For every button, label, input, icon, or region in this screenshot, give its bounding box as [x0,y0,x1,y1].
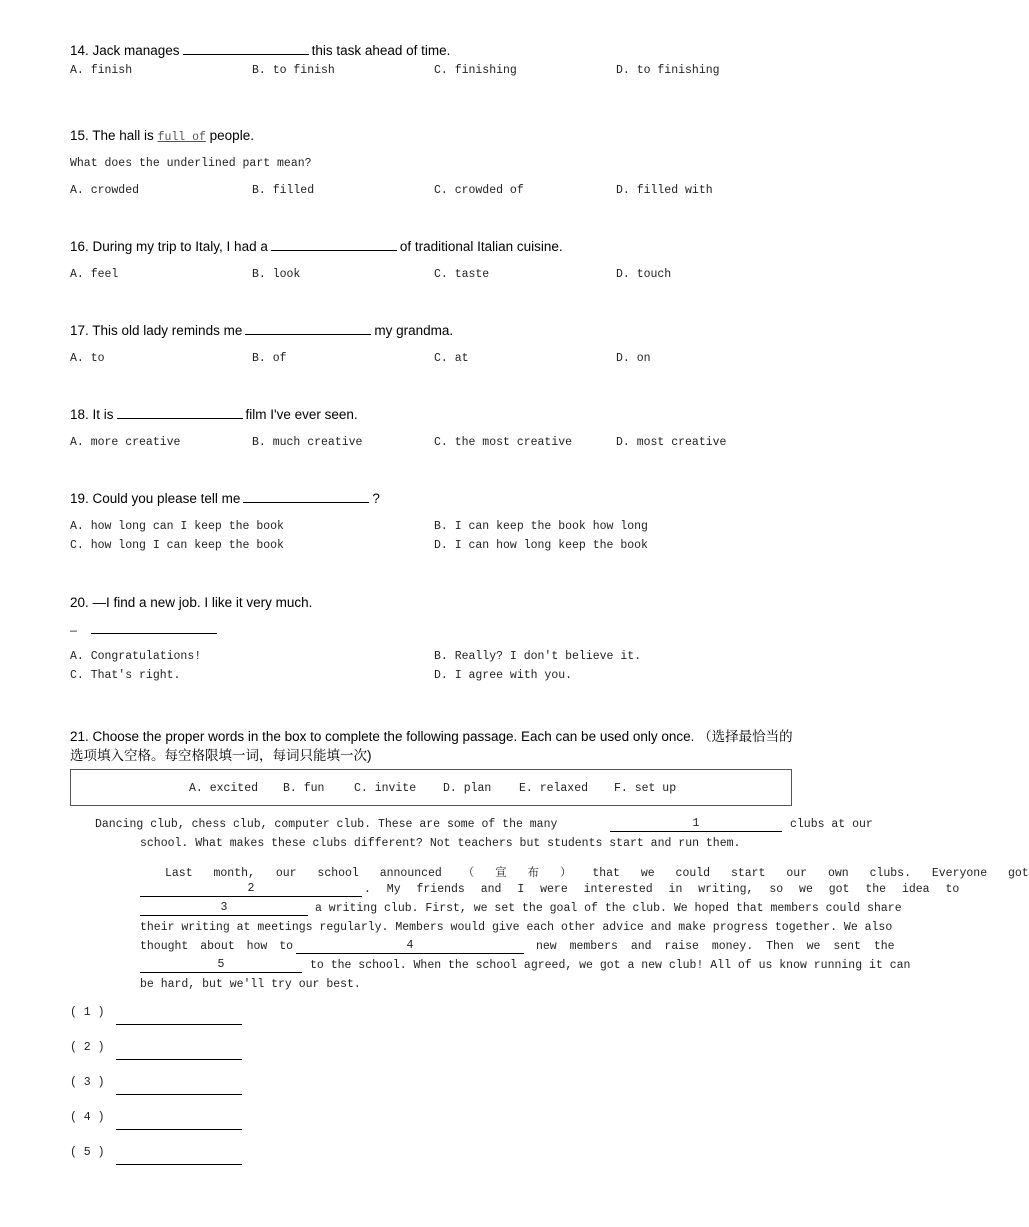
option-c: C. finishing [434,64,517,77]
reply-dash: — [70,625,77,638]
option-a: A. Congratulations! [70,650,202,663]
question-21-instruction: 21. Choose the proper words in the box to complete the following passage. Each can be used only once. （选择最恰当的 [70,729,793,744]
option-a: A. crowded [70,184,140,197]
passage-line: school. What makes these clubs different? Not teachers but students start and run them. [140,837,741,850]
answer-line-3[interactable] [116,1094,242,1095]
option-c: C. crowded of [434,184,524,197]
numbered-blank-4: 4 [296,939,524,954]
passage-line: new members and raise money. Then we sent the [536,940,895,953]
numbered-blank-5: 5 [140,958,302,973]
question-19-stem: 19. Could you please tell me ? [70,491,380,506]
word-option: B. fun [283,782,325,795]
answer-blank [183,43,309,55]
option-b: B. of [252,352,287,365]
passage-line: Last month, our school announced （ 宣 布 ） that we could start our own clubs. Everyone got [165,867,1029,880]
option-b: B. Really? I don't believe it. [434,650,642,663]
option-a: A. to [70,352,105,365]
answer-line-5[interactable] [116,1164,242,1165]
passage-line: a writing club. First, we set the goal of the club. We hoped that members could share [315,902,902,915]
question-15-stem: 15. The hall is full of people. [70,128,254,144]
word-option: A. excited [189,782,259,795]
answer-label-3: ( 3 ) [70,1076,105,1089]
passage-line: clubs at our [790,818,873,831]
numbered-blank-1: 1 [610,817,782,832]
question-17-stem: 17. This old lady reminds me my grandma. [70,323,454,338]
option-c: C. That's right. [70,669,181,682]
answer-blank [91,622,217,634]
option-a: A. how long can I keep the book [70,520,284,533]
option-b: B. to finish [252,64,335,77]
answer-label-5: ( 5 ) [70,1146,105,1159]
underlined-phrase: full of [157,131,206,144]
option-a: A. more creative [70,436,181,449]
option-d: D. touch [616,268,672,281]
sub-question: What does the underlined part mean? [70,157,312,170]
answer-blank [243,491,369,503]
option-d: D. on [616,352,651,365]
numbered-blank-3: 3 [140,901,308,916]
option-a: A. feel [70,268,119,281]
passage-line: their writing at meetings regularly. Members would give each other advice and make progress together. We also [140,921,893,934]
numbered-blank-2: 2 [140,882,362,897]
answer-blank [117,407,243,419]
reply-line [70,622,220,638]
option-d: D. I agree with you. [434,669,573,682]
word-option: D. plan [443,782,492,795]
word-option: F. set up [614,782,677,795]
option-b: B. I can keep the book how long [434,520,648,533]
question-16-stem: 16. During my trip to Italy, I had a of traditional Italian cuisine. [70,239,563,254]
question-18-stem: 18. It is film I've ever seen. [70,407,358,422]
passage-line: Dancing club, chess club, computer club. These are some of the many [95,818,558,831]
option-b: B. look [252,268,301,281]
answer-line-1[interactable] [116,1024,242,1025]
word-option: E. relaxed [519,782,589,795]
passage-line: thought about how to [140,940,294,953]
option-c: C. the most creative [434,436,573,449]
option-c: C. taste [434,268,490,281]
answer-label-1: ( 1 ) [70,1006,105,1019]
option-a: A. finish [70,64,133,77]
question-20-stem: 20. —I find a new job. I like it very much. [70,595,313,610]
option-c: C. how long I can keep the book [70,539,284,552]
passage-line: be hard, but we'll try our best. [140,978,361,991]
option-b: B. much creative [252,436,363,449]
option-c: C. at [434,352,469,365]
question-21-instruction-cont: 选项填入空格。每空格限填一词，每词只能填一次) [70,748,372,763]
question-14-stem: 14. Jack manages this task ahead of time. [70,43,451,58]
passage-line: . My friends and I were interested in writing, so we got the idea to [364,883,960,896]
word-option: C. invite [354,782,417,795]
answer-label-4: ( 4 ) [70,1111,105,1124]
answer-line-2[interactable] [116,1059,242,1060]
option-d: D. I can how long keep the book [434,539,648,552]
word-box [70,769,792,806]
answer-blank [245,323,371,335]
option-d: D. to finishing [616,64,720,77]
option-d: D. filled with [616,184,713,197]
answer-label-2: ( 2 ) [70,1041,105,1054]
option-b: B. filled [252,184,315,197]
passage-line: to the school. When the school agreed, we got a new club! All of us know running it can [310,959,911,972]
option-d: D. most creative [616,436,727,449]
answer-blank [271,239,397,251]
answer-line-4[interactable] [116,1129,242,1130]
